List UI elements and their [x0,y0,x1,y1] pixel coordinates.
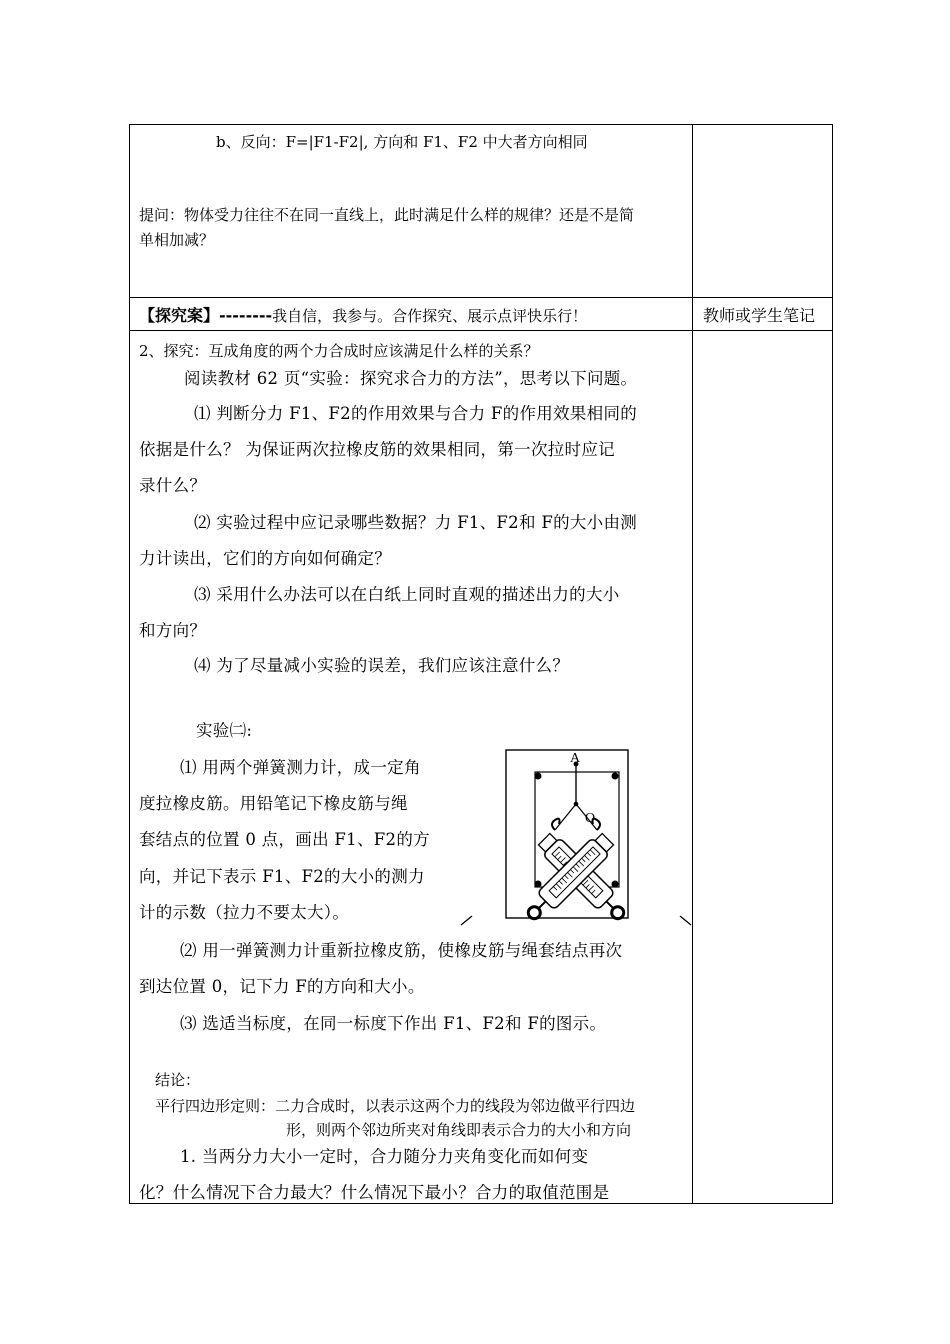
experiment-2-title: 实验㈡: [196,721,253,740]
question-line-1: 提问：物体受力往往不在同一直线上，此时满足什么样的规律？还是不是简 [139,206,635,224]
pin-bottom-right [612,881,619,888]
reverse-direction-line: b、反向：F=|F1-F2|, 方向和 F1、F2 中大者方向相同 [216,133,588,151]
explore-section-title: 【探究案】-------- [139,306,273,325]
follow-up-question-line-1: 1. 当两分力大小一定时，合力随分力夹角变化而如何变 [180,1147,589,1166]
pin-top-left [535,773,542,780]
question-4-line: ⑷ 为了尽量减小实验的误差，我们应该注意什么？ [194,656,570,675]
right-pull-line [680,916,691,925]
experiment-step-1-line-1: ⑴ 用两个弹簧测力计，成一定角 [180,758,421,777]
explore-section-motto: 我自信，我参与。合作探究、展示点评快乐行！ [272,307,588,325]
left-pull-line [461,916,472,925]
experiment-step-3-line: ⑶ 选适当标度，在同一标度下作出 F1、F2和 F的图示。 [180,1014,607,1033]
question-3-line-2: 和方向？ [139,621,207,640]
spring-scale-experiment-figure [455,742,695,932]
conclusion-label: 结论： [155,1071,201,1089]
question-line-2: 单相加减？ [139,231,215,249]
follow-up-question-line-2: 化？什么情况下合力最大？什么情况下最小？合力的取值范围是 [139,1183,610,1202]
explore-question-2: 2、探究：互成角度的两个力合成时应该满足什么样的关系？ [139,342,539,360]
label-a: A [570,751,581,766]
question-1-line-1: ⑴ 判断分力 F1、F2的作用效果与合力 F的作用效果相同的 [194,404,638,423]
parallelogram-rule-line-1: 平行四边形定则：二力合成时，以表示这两个力的线段为邻边做平行四边 [155,1097,636,1115]
pin-bottom-left [535,881,542,888]
row-divider-header-top [129,297,833,298]
question-3-line-1: ⑶ 采用什么办法可以在白纸上同时直观的描述出力的大小 [194,585,620,604]
explore-section-header [139,303,587,326]
label-o: O [585,811,596,826]
right-spring-scale [522,831,617,926]
question-1-line-3: 录什么？ [139,476,207,495]
experiment-step-1-line-2: 度拉橡皮筋。用铅笔记下橡皮筋与绳 [139,794,408,813]
experiment-step-1-line-5: 计的示数（拉力不要太大）。 [139,903,350,922]
experiment-step-2-line-1: ⑵ 用一弹簧测力计重新拉橡皮筋，使橡皮筋与绳套结点再次 [180,941,623,960]
experiment-step-1-line-4: 向，并记下表示 F1、F2的大小的测力 [139,867,425,886]
reading-instruction: 阅读教材 62 页“实验：探究求合力的方法”，思考以下问题。 [184,369,638,388]
experiment-step-1-line-3: 套结点的位置 0 点，画出 F1、F2的方 [139,830,430,849]
parallelogram-rule-line-2: 形，则两个邻边所夹对角线即表示合力的大小和方向 [286,1121,632,1139]
question-1-line-2: 依据是什么？ 为保证两次拉橡皮筋的效果相同，第一次拉时应记 [139,440,615,459]
row-divider-header-bottom [129,330,833,331]
notes-column-header: 教师或学生笔记 [703,306,816,325]
question-2-line-2: 力计读出，它们的方向如何确定？ [139,549,391,568]
left-string [555,804,576,830]
pin-top-right [612,773,619,780]
experiment-step-2-line-2: 到达位置 0，记下力 F的方向和大小。 [139,977,425,996]
question-2-line-1: ⑵ 实验过程中应记录哪些数据？力 F1、F2和 F的大小由测 [194,513,638,532]
column-divider [692,124,693,1204]
